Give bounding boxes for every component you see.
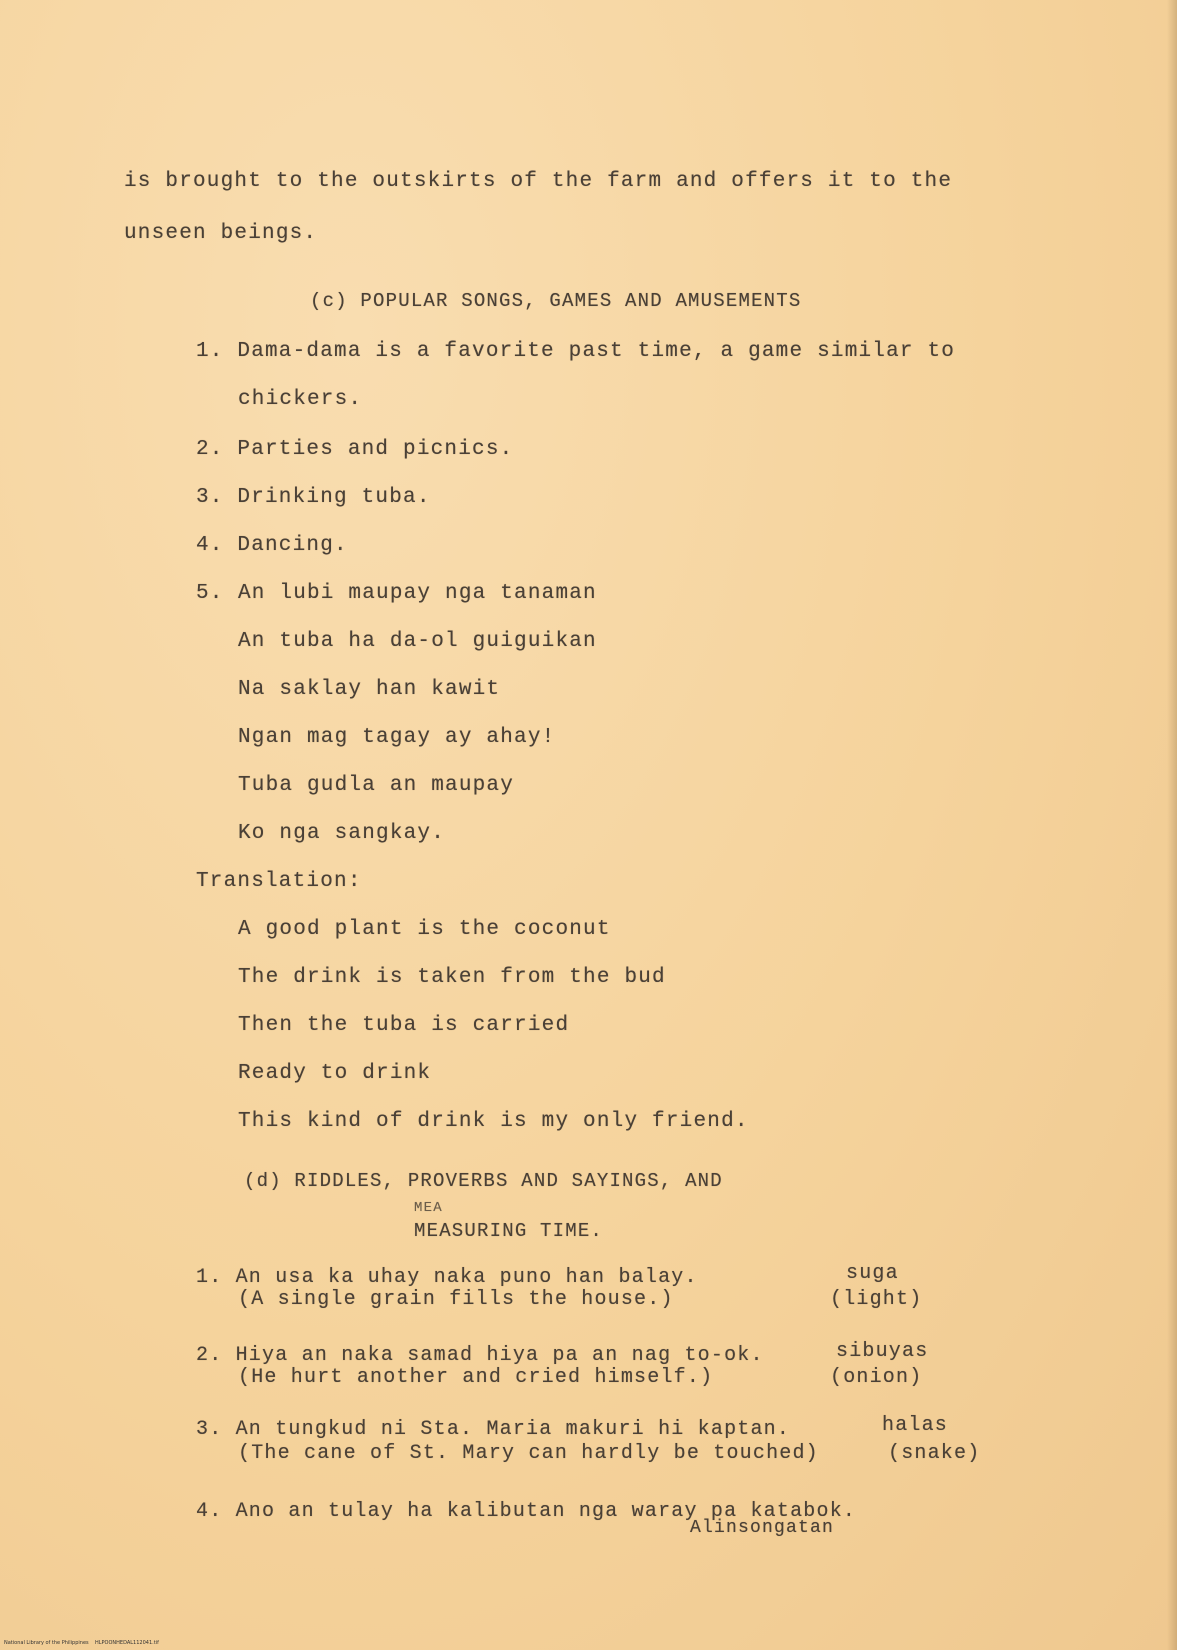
- scan-footer: National Library of the Philippines HLPOONHEDAL112041.tif: [4, 1640, 159, 1646]
- section-c-item-3: 3. Drinking tuba.: [196, 486, 431, 509]
- riddle-2-translation: (He hurt another and cried himself.): [238, 1366, 714, 1389]
- translation-line-3: Then the tuba is carried: [238, 1014, 570, 1037]
- translation-line-5: This kind of drink is my only friend.: [238, 1110, 749, 1133]
- song-line-2: An tuba ha da-ol guiguikan: [238, 630, 597, 653]
- section-d-heading-1: (d) RIDDLES, PROVERBS AND SAYINGS, AND: [244, 1170, 723, 1192]
- riddle-1-answer: suga: [846, 1262, 899, 1285]
- riddle-3-answer: halas: [882, 1414, 949, 1437]
- riddle-1-translation: (A single grain fills the house.): [238, 1288, 674, 1311]
- riddle-4-answer: Alinsongatan: [690, 1518, 835, 1538]
- riddle-2-text: 2. Hiya an naka samad hiya pa an nag to-ok.: [196, 1344, 764, 1367]
- riddle-1-answer-translation: (light): [830, 1288, 923, 1311]
- section-d-heading-2: MEASURING TIME.: [414, 1220, 604, 1242]
- song-line-5: Tuba gudla an maupay: [238, 774, 515, 797]
- song-line-4: Ngan mag tagay ay ahay!: [238, 726, 556, 749]
- translation-label: Translation:: [196, 870, 362, 893]
- riddle-4-text: 4. Ano an tulay ha kalibutan nga waray pa katabok.: [196, 1500, 857, 1523]
- intro-line-2: unseen beings.: [124, 222, 318, 245]
- section-c-item-4: 4. Dancing.: [196, 534, 348, 557]
- song-line-6: Ko nga sangkay.: [238, 822, 446, 845]
- page-edge-shadow: [1167, 0, 1177, 1650]
- section-c-item-1: 1. Dama-dama is a favorite past time, a game similar to: [196, 340, 956, 363]
- section-d-heading-struck: MEA: [414, 1200, 443, 1216]
- translation-line-1: A good plant is the coconut: [238, 918, 611, 941]
- riddle-1-text: 1. An usa ka uhay naka puno han balay.: [196, 1266, 698, 1289]
- intro-line-1: is brought to the outskirts of the farm and offers it to the: [124, 170, 953, 193]
- riddle-2-answer-translation: (onion): [830, 1366, 923, 1389]
- translation-line-2: The drink is taken from the bud: [238, 966, 666, 989]
- song-line-3: Na saklay han kawit: [238, 678, 501, 701]
- riddle-3-text: 3. An tungkud ni Sta. Maria makuri hi kaptan.: [196, 1418, 791, 1441]
- song-number: 5.: [196, 582, 224, 605]
- riddle-3-translation: (The cane of St. Mary can hardly be touched): [238, 1442, 819, 1465]
- translation-line-4: Ready to drink: [238, 1062, 432, 1085]
- section-c-item-1-cont: chickers.: [238, 388, 363, 411]
- riddle-3-answer-translation: (snake): [888, 1442, 981, 1465]
- section-c-item-2: 2. Parties and picnics.: [196, 438, 514, 461]
- section-c-heading: (c) POPULAR SONGS, GAMES AND AMUSEMENTS: [310, 290, 802, 312]
- riddle-2-answer: sibuyas: [836, 1340, 929, 1363]
- song-line-1: An lubi maupay nga tanaman: [238, 582, 597, 605]
